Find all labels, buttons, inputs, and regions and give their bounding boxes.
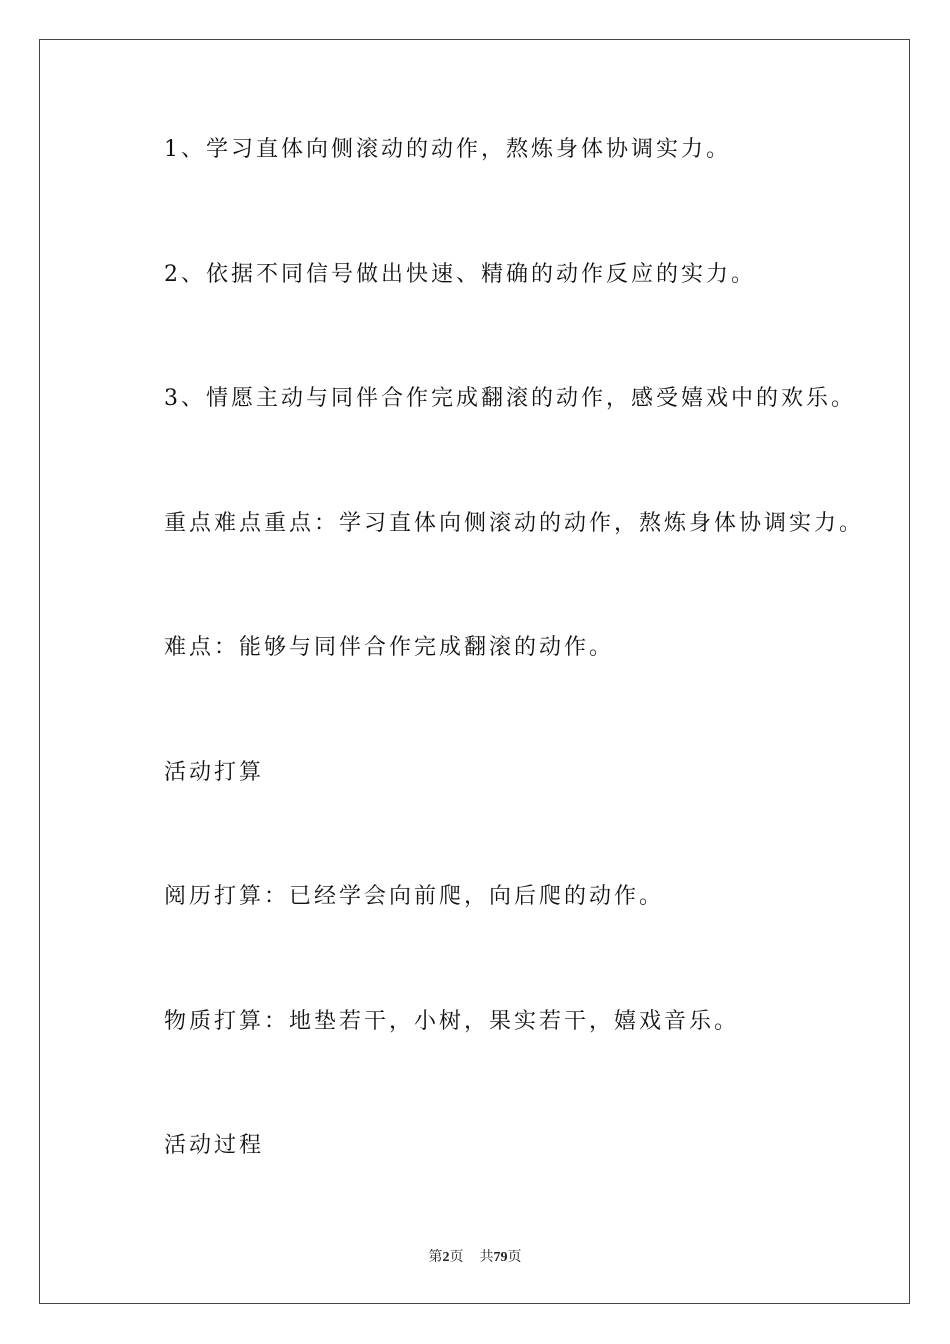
total-prefix: 共 (479, 1249, 494, 1265)
page-number: 2 (442, 1250, 450, 1265)
difficulty: 难点：能够与同伴合作完成翻滚的动作。 (164, 635, 615, 660)
objective-3: 3、情愿主动与同伴合作完成翻滚的动作，感受嬉戏中的欢乐。 (164, 386, 856, 411)
material-preparation: 物质打算：地垫若干，小树，果实若干，嬉戏音乐。 (164, 1009, 740, 1034)
page-prefix: 第 (428, 1249, 443, 1265)
key-points: 重点难点重点：学习直体向侧滚动的动作，熬炼身体协调实力。 (164, 511, 865, 536)
experience-preparation: 阅历打算：已经学会向前爬，向后爬的动作。 (164, 884, 665, 909)
page-suffix: 页 (449, 1249, 464, 1265)
total-pages: 79 (493, 1250, 508, 1265)
section-heading-process: 活动过程 (164, 1133, 265, 1158)
page-border (39, 39, 910, 1304)
objective-2: 2、依据不同信号做出快速、精确的动作反应的实力。 (164, 262, 756, 287)
section-heading-preparation: 活动打算 (164, 760, 265, 785)
objective-1: 1、学习直体向侧滚动的动作，熬炼身体协调实力。 (164, 137, 731, 162)
total-suffix: 页 (507, 1249, 522, 1265)
page-footer (0, 1248, 950, 1267)
